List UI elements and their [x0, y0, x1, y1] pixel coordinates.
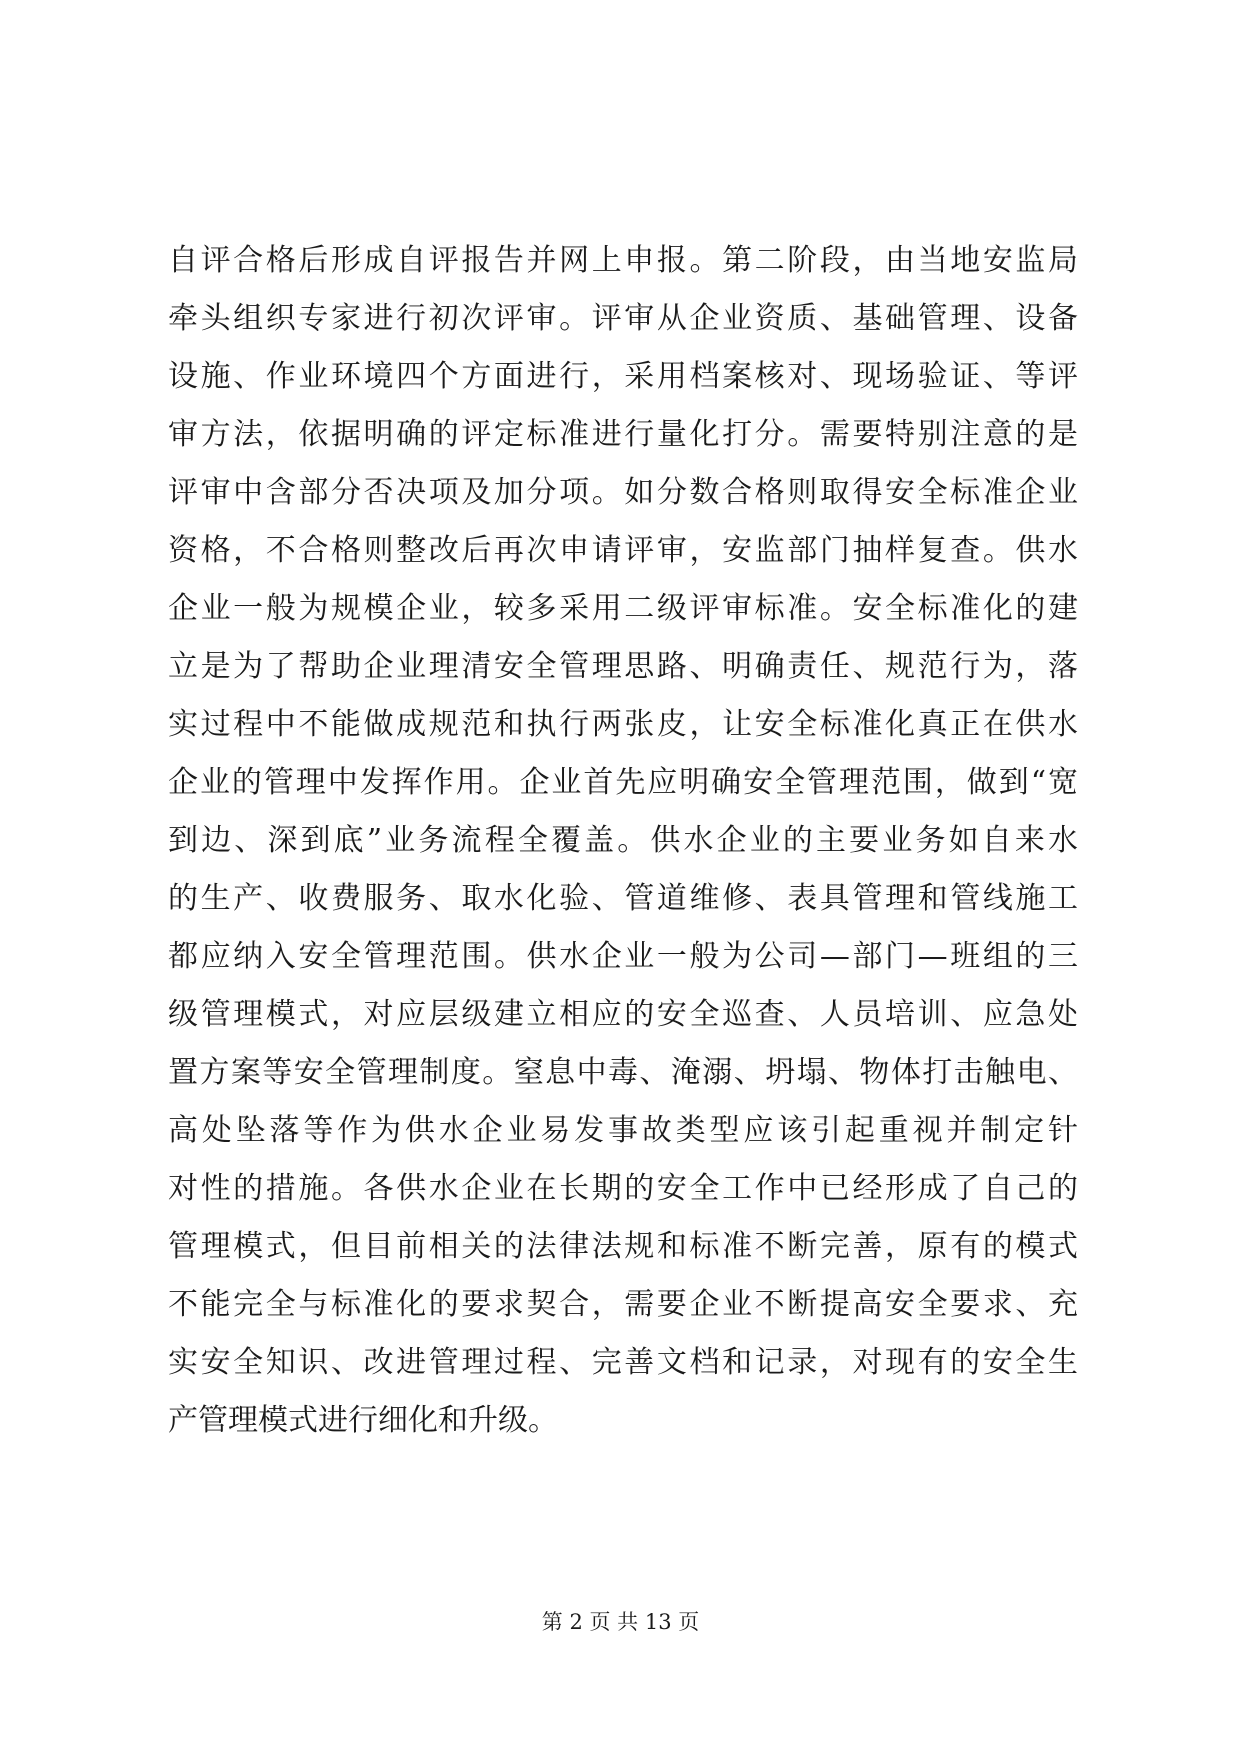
text-line: 牵头组织专家进行初次评审。评审从企业资质、基础管理、设备 — [168, 301, 1078, 336]
text-line: 对性的措施。各供水企业在长期的安全工作中已经形成了自己的 — [168, 1171, 1078, 1206]
page-number-footer: 第 2 页 共 13 页 — [541, 1610, 700, 1634]
text-line: 到边、深到底”业务流程全覆盖。供水企业的主要业务如自来水 — [168, 823, 1078, 858]
text-line: 资格，不合格则整改后再次申请评审，安监部门抽样复查。供水 — [168, 533, 1078, 568]
text-line: 立是为了帮助企业理清安全管理思路、明确责任、规范行为，落 — [168, 649, 1078, 684]
text-line: 企业一般为规模企业，较多采用二级评审标准。安全标准化的建 — [168, 591, 1078, 626]
text-line: 的生产、收费服务、取水化验、管道维修、表具管理和管线施工 — [168, 881, 1078, 916]
body-paragraph — [168, 232, 1078, 1450]
text-line: 不能完全与标准化的要求契合，需要企业不断提高安全要求、充 — [168, 1287, 1078, 1322]
text-line: 设施、作业环境四个方面进行，采用档案核对、现场验证、等评 — [168, 359, 1078, 394]
text-line: 高处坠落等作为供水企业易发事故类型应该引起重视并制定针 — [168, 1113, 1078, 1148]
text-line: 审方法，依据明确的评定标准进行量化打分。需要特别注意的是 — [168, 417, 1078, 452]
text-line: 企业的管理中发挥作用。企业首先应明确安全管理范围，做到“宽 — [168, 765, 1078, 800]
text-line: 评审中含部分否决项及加分项。如分数合格则取得安全标准企业 — [168, 475, 1078, 510]
text-line: 管理模式，但目前相关的法律法规和标准不断完善，原有的模式 — [168, 1229, 1078, 1264]
text-line: 自评合格后形成自评报告并网上申报。第二阶段，由当地安监局 — [168, 243, 1078, 278]
text-line: 实安全知识、改进管理过程、完善文档和记录，对现有的安全生 — [168, 1345, 1078, 1380]
text-line: 置方案等安全管理制度。窒息中毒、淹溺、坍塌、物体打击触电、 — [168, 1055, 1078, 1090]
text-line: 产管理模式进行细化和升级。 — [168, 1403, 558, 1438]
text-line: 实过程中不能做成规范和执行两张皮，让安全标准化真正在供水 — [168, 707, 1078, 742]
text-line: 都应纳入安全管理范围。供水企业一般为公司—部门—班组的三 — [168, 939, 1078, 974]
text-line: 级管理模式，对应层级建立相应的安全巡查、人员培训、应急处 — [168, 997, 1078, 1032]
